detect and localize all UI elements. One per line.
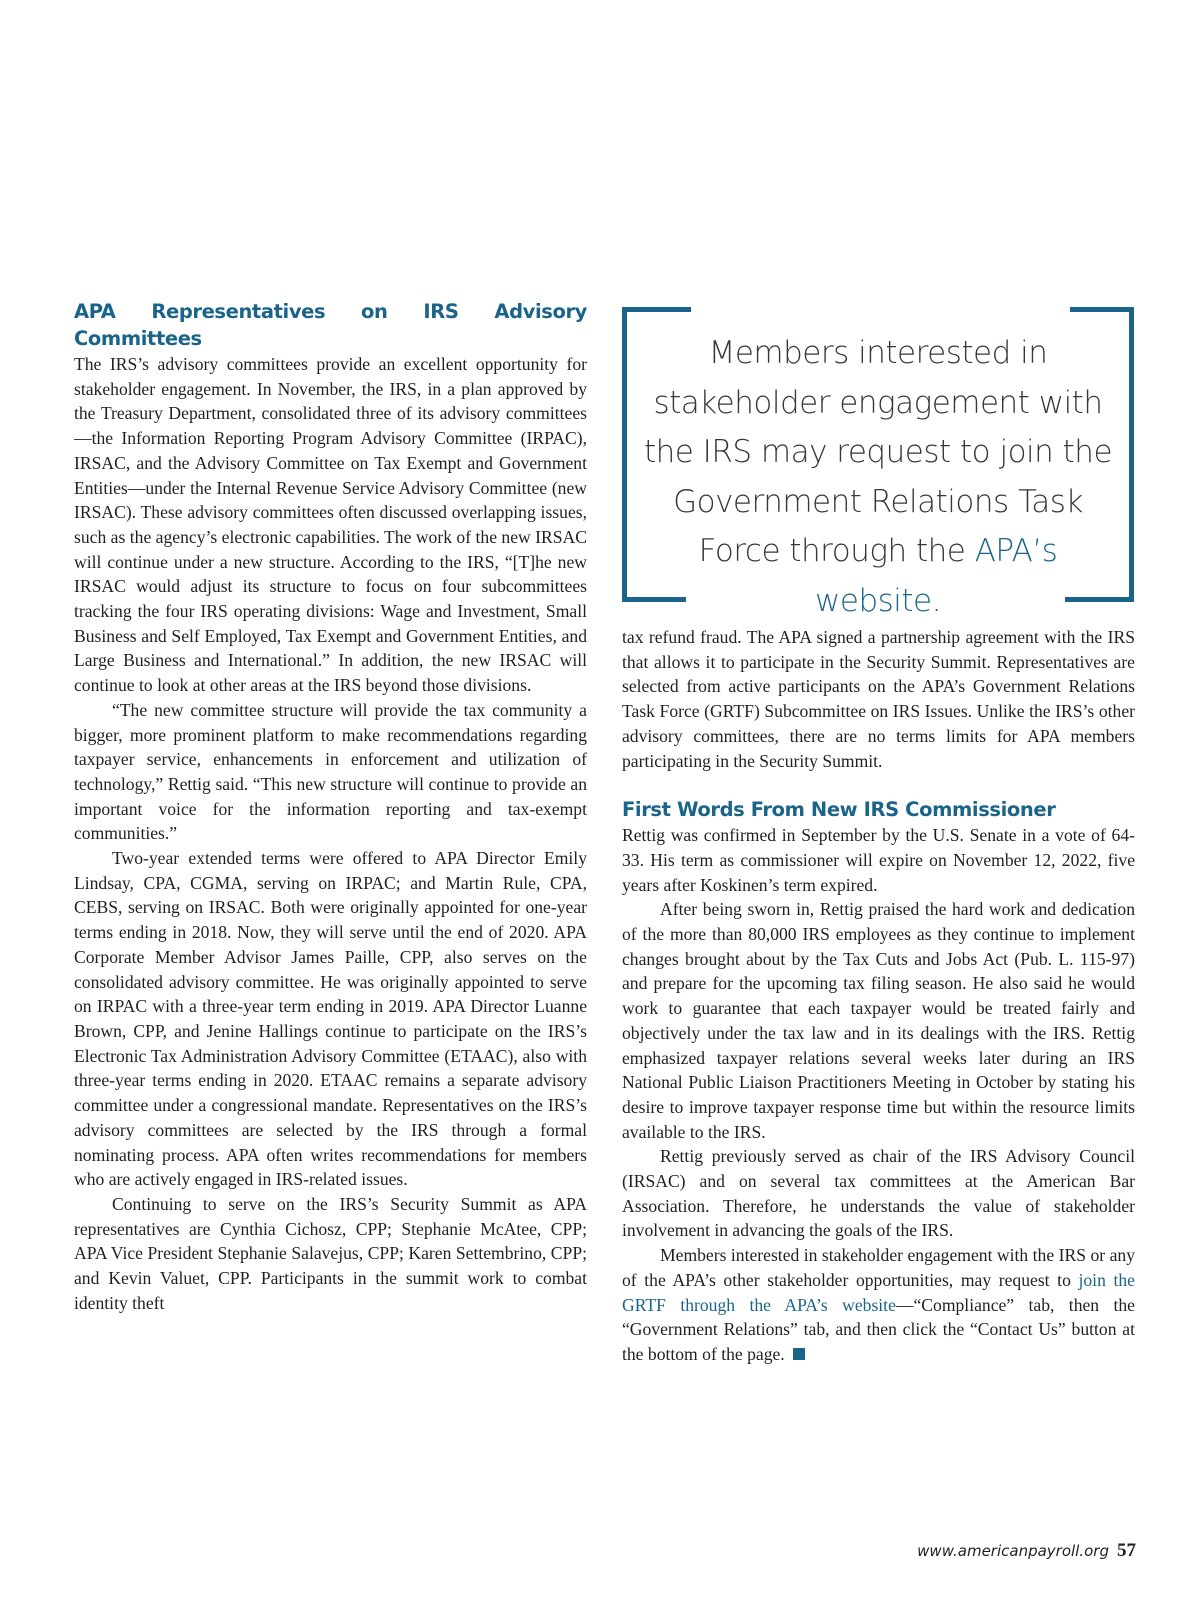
body-paragraph: Rettig was confirmed in September by the U.S. Senate in a vote of 64-33. His term as commissioner will expire on November 12, 2022, five years after Koskinen’s term expired. — [622, 825, 1135, 895]
page-number: 57 — [1117, 1540, 1136, 1561]
body-paragraph: Two-year extended terms were offered to APA Director Emily Lindsay, CPA, CGMA, serving on IRPAC; and Martin Rule, CPA, CEBS, serving on IRSAC. Both were originally appointed for one-year terms ending in 2018. Now, they will serve until the end of 2020. APA Corporate Member Advisor James Paille, CPP, also serves on the consolidated advisory committee. He was originally appointed to serve on IRPAC with a three-year term ending in 2019. APA Director Luanne Brown, CPP, and Jenine Hallings continue to participate on the IRS’s Electronic Tax Administration Advisory Committee (ETAAC), also with three-year terms ending in 2020. ETAAC remains a separate advisory committee under a congressional mandate. Representatives on the IRS’s advisory committees are selected by the IRS through a formal nominating process. APA often writes recommendations for members who are actively engaged in IRS-related issues. — [74, 848, 587, 1190]
closing-text-end: —“Compliance” tab, then the “Government Relations” tab, and then click the “Contact Us” button at the bottom of the page. — [622, 1294, 1135, 1364]
closing-paragraph — [622, 1243, 1135, 1367]
body-paragraph: “The new committee structure will provide the tax community a bigger, more prominent platform to make recommendations regarding taxpayer service, enhancements in enforcement and utilization of technology,” Rettig said. “This new structure will continue to provide an important voice for the information reporting and tax-exempt communities.” — [74, 699, 587, 844]
pull-quote — [622, 307, 1134, 619]
pull-quote-website-link[interactable]: APA’s website — [815, 533, 1058, 619]
footer-website-url[interactable]: www.americanpayroll.org — [917, 1542, 1109, 1560]
end-of-article-square-icon — [793, 1348, 805, 1360]
left-column — [74, 298, 587, 1315]
closing-text-start: Members interested in stakeholder engagement with the IRS or any of the APA’s other stakeholder opportunities, may request to — [622, 1245, 1135, 1290]
section-heading-advisory-committees: APA Representatives on IRS Advisory Committees — [74, 300, 587, 350]
pull-quote-period: . — [931, 582, 941, 619]
section-heading-new-commissioner: First Words From New IRS Commissioner — [622, 798, 1056, 822]
body-paragraph: Continuing to serve on the IRS’s Security Summit as APA representatives are Cynthia Cichosz, CPP; Stephanie McAtee, CPP; APA Vice President Stephanie Salavejus, CPP; Karen Settembrino, CPP; and Kevin Valuet, CPP. Participants in the summit work to combat identity theft — [74, 1193, 587, 1313]
right-column — [622, 625, 1135, 1367]
continuation-paragraph: tax refund fraud. The APA signed a partnership agreement with the IRS that allows it to participate in the Security Summit. Representatives are selected from active participants on the APA’s Government Relations Task Force (GRTF) Subcommittee on IRS Issues. Unlike the IRS’s other advisory committees, there are no terms limits for APA members participating in the Security Summit. — [622, 627, 1135, 771]
grtf-website-link[interactable]: join the GRTF through the APA’s website — [622, 1269, 1135, 1315]
pull-quote-text — [632, 329, 1124, 626]
body-paragraph: Rettig previously served as chair of the IRS Advisory Council (IRSAC) and on several tax committees at the American Bar Association. Therefore, he understands the value of stakeholder involvement in advancing the goals of the IRS. — [622, 1146, 1135, 1241]
pull-quote-body: Members interested in stakeholder engagement with the IRS may request to join the Government Relations Task Force through the — [643, 335, 1113, 569]
page-footer — [917, 1540, 1136, 1562]
body-paragraph: After being sworn in, Rettig praised the hard work and dedication of the more than 80,000 IRS employees as they continue to implement changes brought about by the Tax Cuts and Jobs Act (Pub. L. 115-97) and prepare for the upcoming tax filing season. He also said he would work to guarantee that each taxpayer would be treated fairly and objectively under the tax law and in its dealings with the IRS. Rettig emphasized taxpayer relations several weeks later during an IRS National Public Liaison Practitioners Meeting in October by stating his desire to improve taxpayer response time but within the resource limits available to the IRS. — [622, 899, 1135, 1142]
body-paragraph: The IRS’s advisory committees provide an excellent opportunity for stakeholder engagement. In November, the IRS, in a plan approved by the Treasury Department, consolidated three of its advisory committees—the Information Reporting Program Advisory Committee (IRPAC), IRSAC, and the Advisory Committee on Tax Exempt and Government Entities—under the Internal Revenue Service Advisory Committee (new IRSAC). These advisory committees often discussed overlapping issues, such as the agency’s electronic capabilities. The work of the new IRSAC will continue under a new structure. According to the IRS, “[T]he new IRSAC would adjust its structure to focus on four subcommittees tracking the four IRS operating divisions: Wage and Investment, Small Business and Self Employed, Tax Exempt and Government Entities, and Large Business and International.” In addition, the new IRSAC will continue to look at other areas at the IRS beyond those divisions. — [74, 354, 587, 696]
